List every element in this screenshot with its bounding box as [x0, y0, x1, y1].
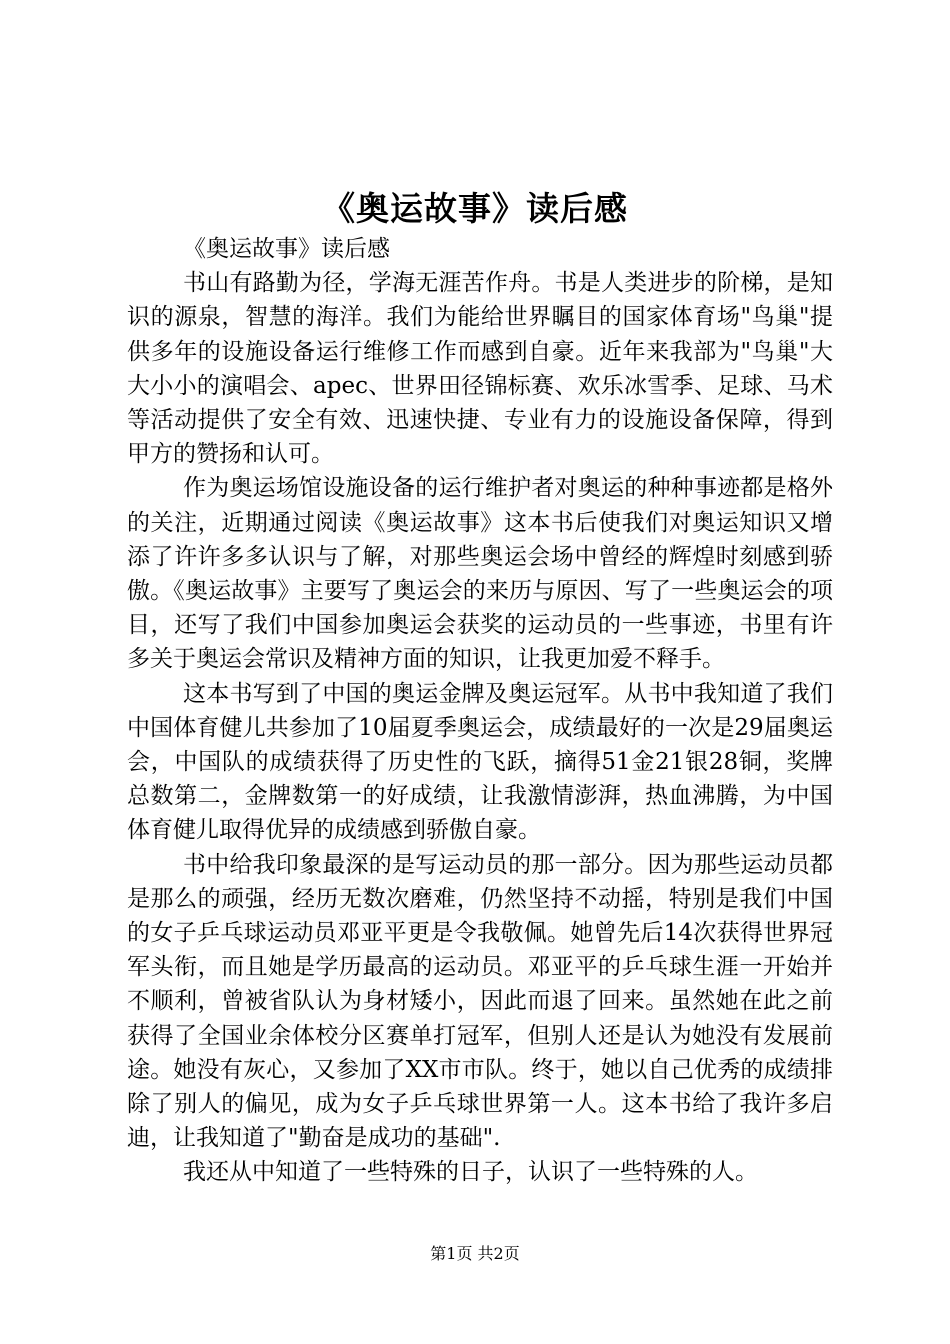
- paragraph-2: 作为奥运场馆设施设备的运行维护者对奥运的种种事迹都是格外的关注，近期通过阅读《奥运故事》这本书后使我们对奥运知识又增添了许许多多认识与了解，对那些奥运会场中曾经的辉煌时刻感到骄傲。《奥运故事》主要写了奥运会的来历与原因、写了一些奥运会的项目，还写了我们中国参加奥运会获奖的运动员的一些事迹，书里有许多关于奥运会常识及精神方面的知识，让我更加爱不释手。: [127, 475, 833, 673]
- paragraph-subtitle: 《奥运故事》读后感: [183, 236, 390, 262]
- paragraph-3: 这本书写到了中国的奥运金牌及奥运冠军。从书中我知道了我们中国体育健儿共参加了10届夏季奥运会，成绩最好的一次是29届奥运会，中国队的成绩获得了历史性的飞跃，摘得51金21银28铜，奖牌总数第二，金牌数第一的好成绩，让我激情澎湃，热血沸腾，为中国体育健儿取得优异的成绩感到骄傲自豪。: [127, 680, 833, 844]
- document-body: [127, 232, 833, 1190]
- paragraph-4: 书中给我印象最深的是写运动员的那一部分。因为那些运动员都是那么的顽强，经历无数次磨难，仍然坚持不动摇，特别是我们中国的女子乒乓球运动员邓亚平更是令我敬佩。她曾先后14次获得世界冠军头衔，而且她是学历最高的运动员。邓亚平的乒乓球生涯一开始并不顺利，曾被省队认为身材矮小，因此而退了回来。虽然她在此之前获得了全国业余体校分区赛单打冠军，但别人还是认为她没有发展前途。她没有灰心，又参加了XX市市队。终于，她以自己优秀的成绩排除了别人的偏见，成为女子乒乓球世界第一人。这本书给了我许多启迪，让我知道了"勤奋是成功的基础".: [127, 851, 833, 1152]
- document-title: 《奥运故事》读后感: [322, 189, 628, 228]
- paragraph-1: 书山有路勤为径，学海无涯苦作舟。书是人类进步的阶梯，是知识的源泉，智慧的海洋。我们为能给世界瞩目的国家体育场"鸟巢"提供多年的设施设备运行维修工作而感到自豪。近年来我部为"鸟巢"大大小小的演唱会、apec、世界田径锦标赛、欢乐冰雪季、足球、马术等活动提供了安全有效、迅速快捷、专业有力的设施设备保障，得到甲方的赞扬和认可。: [127, 270, 833, 468]
- paragraph-5: 我还从中知道了一些特殊的日子，认识了一些特殊的人。: [183, 1159, 758, 1186]
- page-number-footer: 第1页 共2页: [430, 1244, 520, 1263]
